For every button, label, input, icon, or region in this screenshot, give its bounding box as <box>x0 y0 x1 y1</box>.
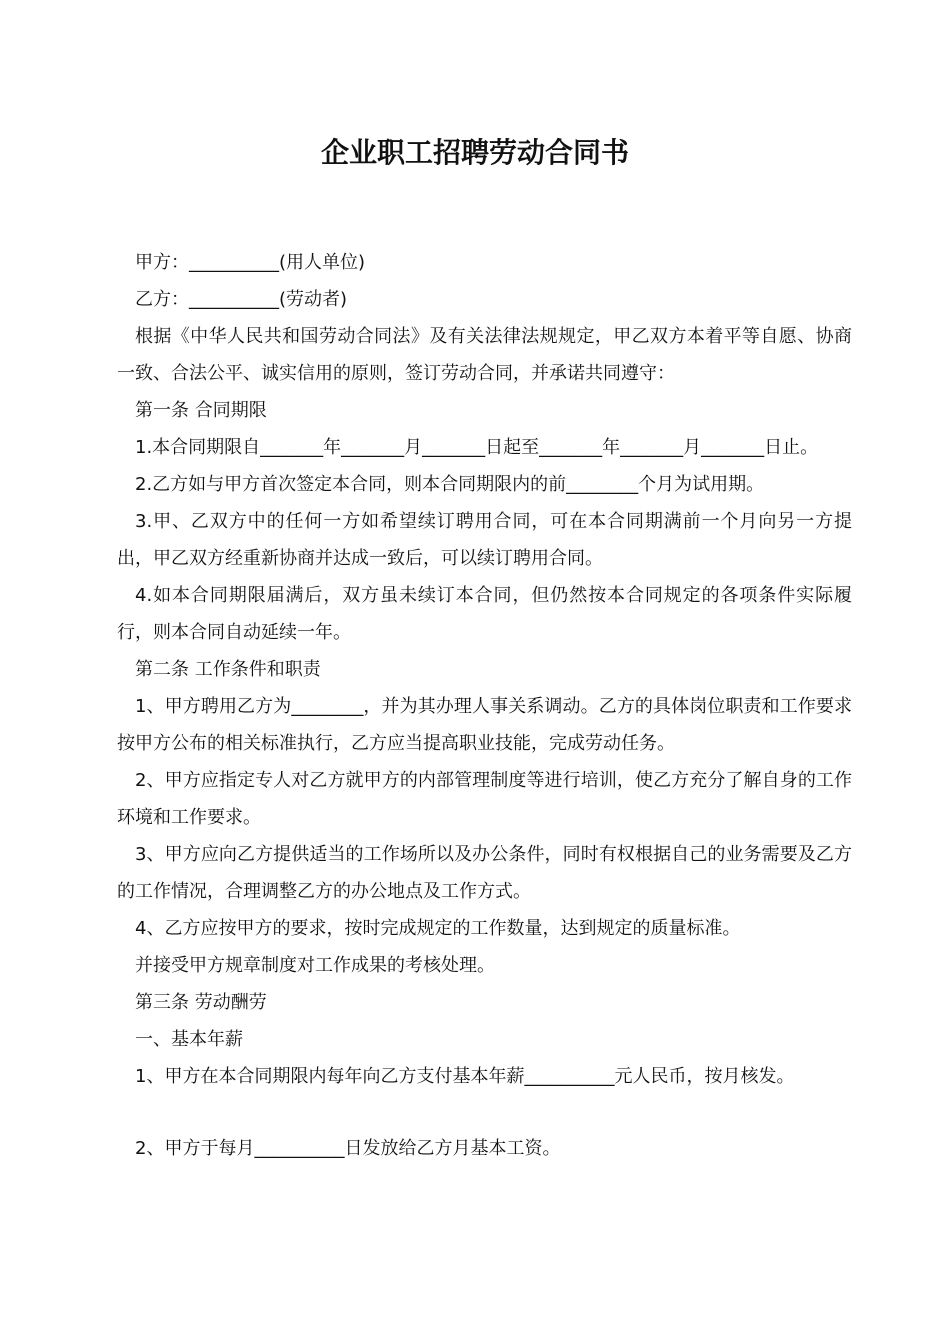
article-2-heading: 第二条 工作条件和职责 <box>135 659 321 680</box>
article-3-heading: 第三条 劳动酬劳 <box>135 992 267 1013</box>
intro-paragraph: 根据《中华人民共和国劳动合同法》及有关法律法规规定，甲乙双方本着平等自愿、协商一致、合法公平、诚实信用的原则，签订劳动合同，并承诺共同遵守： <box>117 326 852 384</box>
basic-salary-item-2: 2、甲方于每月__________日发放给乙方月基本工资。 <box>135 1138 561 1159</box>
section-basic-salary-heading: 一、基本年薪 <box>135 1029 243 1050</box>
article-1-heading: 第一条 合同期限 <box>135 400 267 421</box>
article-2-item-2: 2、甲方应指定专人对乙方就甲方的内部管理制度等进行培训，使乙方充分了解自身的工作环境和工作要求。 <box>117 770 852 828</box>
party-b-line: 乙方：__________(劳动者) <box>135 289 348 310</box>
article-2-item-3: 3、甲方应向乙方提供适当的工作场所以及办公条件，同时有权根据自己的业务需要及乙方的工作情况，合理调整乙方的办公地点及工作方式。 <box>117 844 852 902</box>
article-1-item-3: 3.甲、乙双方中的任何一方如希望续订聘用合同，可在本合同期满前一个月向另一方提出，甲乙双方经重新协商并达成一致后，可以续订聘用合同。 <box>117 511 852 569</box>
article-1-item-1: 1.本合同期限自_______年_______月_______日起至_______年_______月_______日止。 <box>135 437 819 458</box>
article-2-item-4-continued: 并接受甲方规章制度对工作成果的考核处理。 <box>135 955 495 976</box>
document-body <box>117 244 852 1167</box>
article-1-item-2: 2.乙方如与甲方首次签定本合同，则本合同期限内的前________个月为试用期。 <box>135 474 765 495</box>
paragraph-spacer <box>117 1095 852 1130</box>
basic-salary-item-1: 1、甲方在本合同期限内每年向乙方支付基本年薪__________元人民币，按月核发。 <box>135 1066 795 1087</box>
article-2-item-1: 1、甲方聘用乙方为________，并为其办理人事关系调动。乙方的具体岗位职责和工作要求按甲方公布的相关标准执行，乙方应当提高职业技能，完成劳动任务。 <box>117 696 852 754</box>
party-a-line: 甲方：__________(用人单位) <box>135 252 366 273</box>
document-title: 企业职工招聘劳动合同书 <box>320 136 629 169</box>
article-1-item-4: 4.如本合同期限届满后，双方虽未续订本合同，但仍然按本合同规定的各项条件实际履行，则本合同自动延续一年。 <box>117 585 852 643</box>
article-2-item-4: 4、乙方应按甲方的要求，按时完成规定的工作数量，达到规定的质量标准。 <box>135 918 741 939</box>
